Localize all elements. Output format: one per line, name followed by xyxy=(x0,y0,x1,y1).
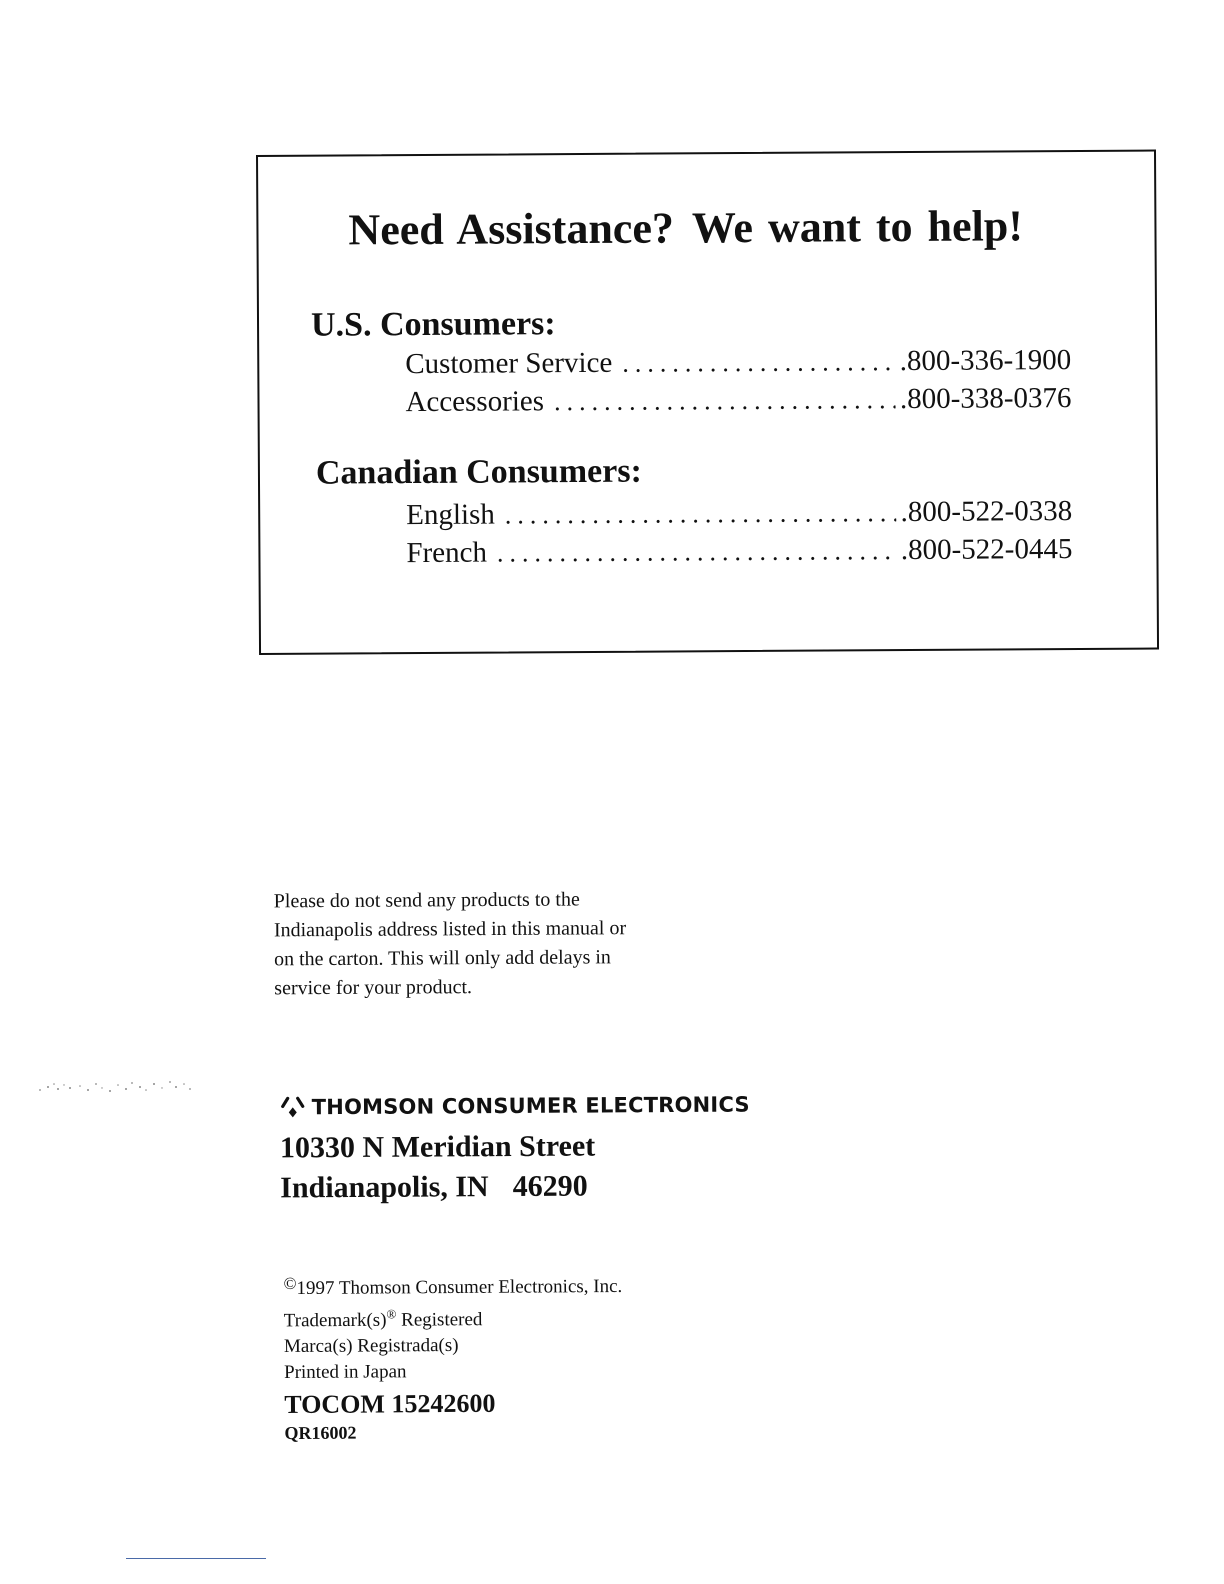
legal-block xyxy=(283,1269,623,1444)
marca-line: Marca(s) Registrada(s) xyxy=(283,1335,459,1358)
company-name-line xyxy=(280,1092,750,1121)
dot-leader xyxy=(554,385,896,417)
trademark-line xyxy=(284,1300,623,1334)
contact-row-english xyxy=(406,495,1072,532)
dot-leader xyxy=(622,347,896,379)
copyright-text: 1997 Thomson Consumer Electronics, Inc. xyxy=(296,1275,623,1299)
us-consumers-heading: U.S. Consumers: xyxy=(310,305,556,344)
street-address: 10330 N Meridian Street xyxy=(279,1129,596,1165)
notice-line: service for your product. xyxy=(274,976,473,1000)
copyright-line xyxy=(283,1269,622,1302)
tocom-number: TOCOM 15242600 xyxy=(284,1389,496,1420)
company-name: THOMSON CONSUMER ELECTRONICS xyxy=(311,1092,750,1120)
contact-label: English xyxy=(406,498,495,532)
contact-row-accessories xyxy=(405,382,1071,419)
trademark-prefix: Trademark(s) xyxy=(283,1309,387,1332)
contact-label: French xyxy=(406,536,488,570)
city-state-zip xyxy=(280,1166,750,1209)
shipping-notice xyxy=(274,885,715,1004)
dot-leader xyxy=(505,498,897,530)
assistance-title-question: Need Assistance? xyxy=(348,203,675,255)
contact-row-customer-service xyxy=(405,344,1071,381)
assistance-title xyxy=(348,200,1023,255)
canadian-consumers-heading: Canadian Consumers: xyxy=(315,452,642,492)
registered-symbol: ® xyxy=(386,1306,397,1322)
notice-line: Indianapolis address listed in this manual or xyxy=(273,917,627,942)
contact-row-french xyxy=(406,533,1072,570)
trademark-suffix: Registered xyxy=(396,1309,483,1331)
contact-label: Accessories xyxy=(405,385,545,419)
assistance-title-offer: We want to help! xyxy=(691,201,1024,253)
phone-number[interactable]: .800-336-1900 xyxy=(899,344,1072,378)
phone-number[interactable]: .800-522-0338 xyxy=(900,495,1073,529)
phone-number[interactable]: .800-522-0445 xyxy=(900,533,1073,567)
dot-leader xyxy=(497,536,897,568)
contact-label: Customer Service xyxy=(405,346,613,381)
zip-code: 46290 xyxy=(512,1169,588,1204)
printed-line: Printed in Japan xyxy=(284,1361,407,1384)
document-code: QR16002 xyxy=(284,1422,357,1444)
city-state: Indianapolis, IN xyxy=(280,1170,489,1205)
phone-number[interactable]: .800-338-0376 xyxy=(899,382,1072,416)
assistance-box xyxy=(256,150,1159,655)
company-block xyxy=(280,1092,751,1209)
copyright-symbol: © xyxy=(283,1273,297,1294)
notice-line: on the carton. This will only add delays in xyxy=(274,946,611,971)
bottom-rule xyxy=(126,1558,266,1559)
notice-line: Please do not send any products to the xyxy=(273,888,580,913)
thomson-logo-icon xyxy=(280,1094,306,1120)
scan-speckle xyxy=(36,1078,194,1096)
